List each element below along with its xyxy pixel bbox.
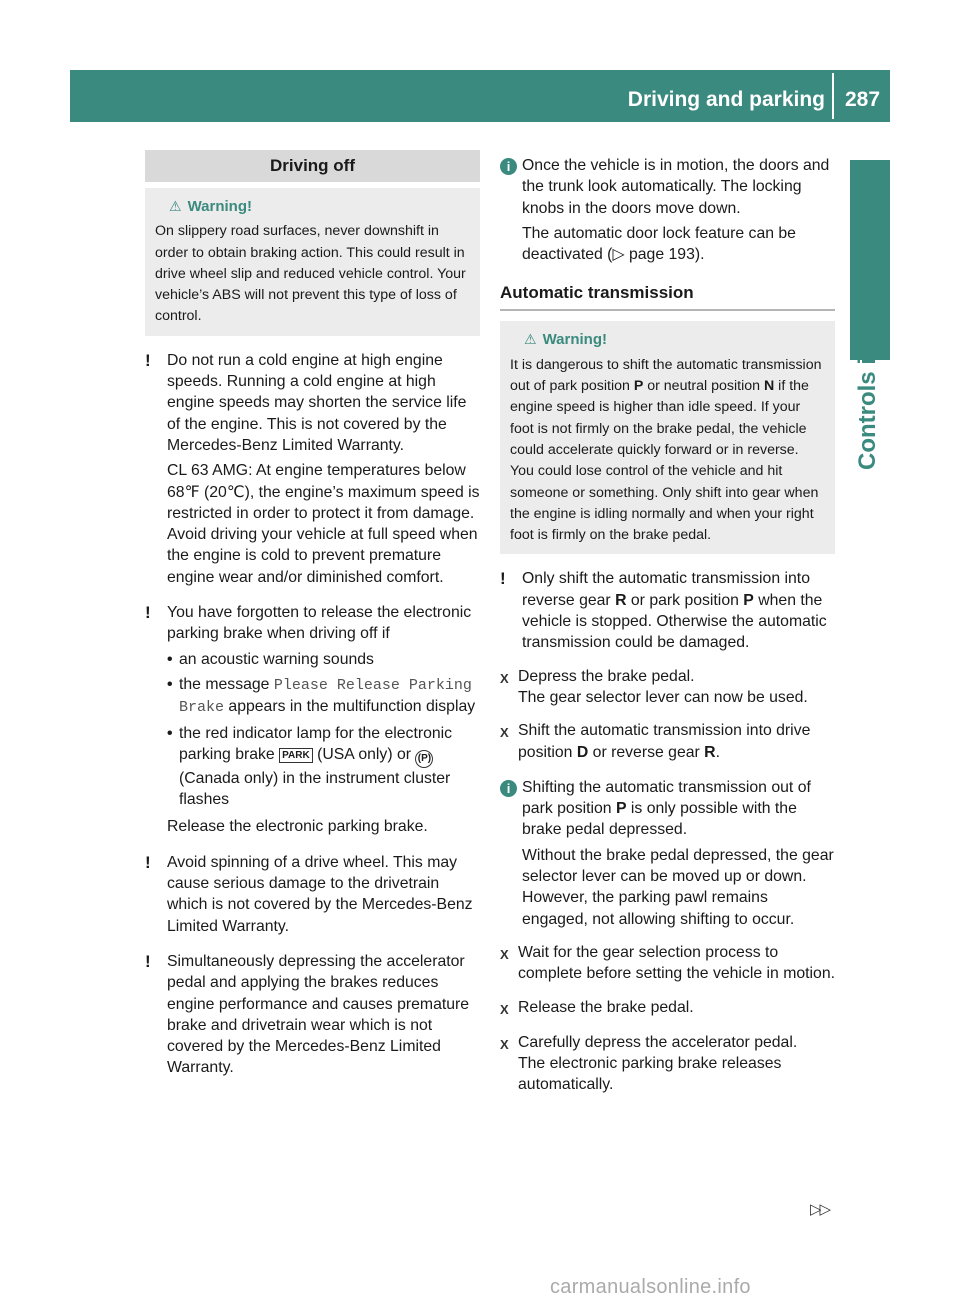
info-icon: i [500, 158, 517, 175]
text-fragment: appears in the multifunction display [224, 698, 476, 716]
page-number: 287 [845, 88, 881, 111]
step-shift-drive [500, 720, 835, 763]
step-wait-gear [500, 942, 835, 985]
text-fragment: when the vehicle is stopped. Otherwise the automatic transmission could be damaged. [522, 591, 827, 652]
warning-text [510, 355, 825, 547]
warning-box [145, 188, 480, 336]
info-text [522, 777, 835, 841]
text-fragment: the message [179, 675, 274, 693]
list-item-text [179, 674, 480, 719]
side-tab-label: Controls in detail [854, 273, 881, 470]
page-title [628, 88, 825, 112]
gear-letter: N [763, 378, 775, 395]
gear-letter: R [615, 591, 627, 609]
list-item-text [179, 723, 480, 811]
step-arrow-icon: X [500, 1036, 509, 1052]
bullet-list [167, 649, 480, 811]
step-arrow-icon: X [500, 1001, 509, 1017]
note-text: Simultaneously depressing the accelerator pedal and applying the brakes reduces engine performance and causes premature brake and drivetrain wear which is not covered by the Mercedes-Benz Limited Warranty. [167, 952, 470, 1077]
note-text: CL 63 AMG: At engine temperatures below 68℉ (20℃), the engine’s maximum speed is restricted in order to protect it from damage. Avoid driving your vehicle at full speed when the engine is cold to prevent premature engine wear and/or diminished comfort. [167, 462, 480, 586]
info-icon: i [500, 780, 517, 797]
note-text [522, 568, 835, 653]
step-text: Release the brake pedal. [518, 998, 694, 1016]
note-text: Avoid spinning of a drive wheel. This may cause serious damage to the drivetrain which is not covered by the Mercedes-Benz Limited Warranty. [167, 853, 473, 935]
display-message: Please Release Parking Brake [179, 676, 472, 717]
note-text: You have forgotten to release the electronic parking brake when driving off if [167, 604, 472, 643]
gear-letter: P [743, 591, 754, 609]
text-fragment: It is dangerous to shift the automatic transmission out of park position [510, 356, 822, 395]
step-result: The electronic parking brake releases automatically. [518, 1055, 782, 1094]
exclamation-icon: ! [145, 603, 151, 623]
step-release-brake [500, 997, 835, 1020]
step-arrow-icon: X [500, 946, 509, 962]
step-text [518, 720, 835, 763]
note-cold-engine [145, 350, 480, 588]
warning-title [169, 196, 470, 217]
warning-triangle-icon: ⚠ [524, 331, 537, 348]
note-brake-wear [145, 951, 480, 1079]
info-icon-wrap [500, 777, 522, 930]
left-column [145, 150, 480, 1079]
warning-title [524, 329, 825, 350]
gear-letter: P [615, 800, 627, 818]
info-shifting [500, 777, 835, 930]
warning-title-text: Warning! [542, 331, 607, 349]
section-heading-automatic-transmission: Automatic transmission [500, 283, 835, 311]
exclamation-icon: ! [145, 951, 151, 971]
list-item: • the message Please Release Parking Brake appears in the multifunction display [167, 674, 480, 719]
text-fragment: or park position [626, 591, 744, 609]
text-fragment: Only shift the automatic transmission into reverse gear [522, 570, 810, 609]
note-text: Do not run a cold engine at high engine speeds. Running a cold engine at high engine speeds may shorten the service life of the engine. This is not covered by the Mercedes-Benz Limited Warranty. [167, 351, 467, 454]
step-text: Depress the brake pedal. [518, 667, 695, 685]
header-divider [832, 73, 834, 119]
gear-letter: R [704, 743, 716, 761]
header-title-text: Driving and parking [627, 88, 825, 111]
info-text: The automatic door lock feature can be deactivated (▷ page 193). [522, 224, 796, 264]
warning-title-text: Warning! [187, 198, 252, 215]
right-column [500, 155, 835, 1096]
list-item: • an acoustic warning sounds [167, 649, 480, 670]
step-accelerator [500, 1032, 835, 1096]
step-result: The gear selector lever can now be used. [518, 688, 808, 706]
exclamation-icon: ! [500, 569, 506, 589]
note-parking-brake [145, 602, 480, 838]
info-text: Without the brake pedal depressed, the gear selector lever can be moved up or down. However, the parking pawl remains engaged, not allowing shifting to occur. [522, 846, 834, 928]
watermark: carmanualsonline.info [550, 1276, 751, 1298]
gear-letter: D [576, 743, 589, 761]
text-fragment: (USA only) or [312, 745, 416, 763]
text-fragment: Shift the automatic transmission into drive position [518, 722, 811, 761]
step-text: Wait for the gear selection process to complete before setting the vehicle in motion. [518, 943, 835, 983]
step-depress-brake [500, 666, 835, 709]
text-fragment: the red indicator lamp for the electronic parking brake [179, 724, 453, 763]
list-item-text: an acoustic warning sounds [179, 650, 374, 668]
warning-text: On slippery road surfaces, never downshift in order to obtain braking action. This could result in drive wheel slip and reduced vehicle control. Your vehicle’s ABS will not prevent this type of loss of control. [155, 223, 466, 325]
text-fragment: . [715, 743, 720, 761]
text-fragment: is only possible with the brake pedal depressed. [522, 800, 797, 839]
park-indicator-icon: PARK [279, 748, 313, 763]
continue-arrows-icon: ▷▷ [810, 1201, 830, 1218]
note-text: Release the electronic parking brake. [167, 818, 428, 836]
parking-brake-indicator-icon: (P) [415, 750, 433, 768]
note-wheel-spin [145, 852, 480, 937]
text-fragment: if the engine speed is higher than idle speed. If your foot is not firmly on the brake pedal, the vehicle could accelerate quickly forward or in reverse. You could lose control of the vehicle and hit someone or something. Only shift into gear when the engine is idling normally and when your right foot is firmly on the brake pedal. [510, 378, 819, 544]
info-text: Once the vehicle is in motion, the doors and the trunk look automatically. The locking knobs in the doors move down. [522, 157, 830, 217]
info-icon-wrap [500, 155, 522, 265]
section-heading-driving-off: Driving off [145, 150, 480, 182]
step-arrow-icon: X [500, 725, 509, 741]
info-door-lock [500, 155, 835, 265]
warning-box [500, 321, 835, 554]
text-fragment: Shifting the automatic transmission out of park position [522, 778, 811, 818]
step-text: Carefully depress the accelerator pedal. [518, 1033, 798, 1051]
text-fragment: or reverse gear [588, 743, 705, 761]
warning-triangle-icon: ⚠ [169, 198, 182, 214]
text-fragment: or neutral position [643, 378, 764, 395]
step-arrow-icon: X [500, 670, 509, 686]
text-fragment: (Canada only) in the instrument cluster flashes [179, 769, 451, 809]
exclamation-icon: ! [145, 852, 151, 872]
gear-letter: P [633, 378, 644, 395]
list-item: • the red indicator lamp for the electronic parking brake PARK (USA only) or (P) (Canada only) in the instrument cluster flashes [167, 723, 480, 811]
note-reverse-gear [500, 568, 835, 653]
exclamation-icon: ! [145, 350, 151, 370]
